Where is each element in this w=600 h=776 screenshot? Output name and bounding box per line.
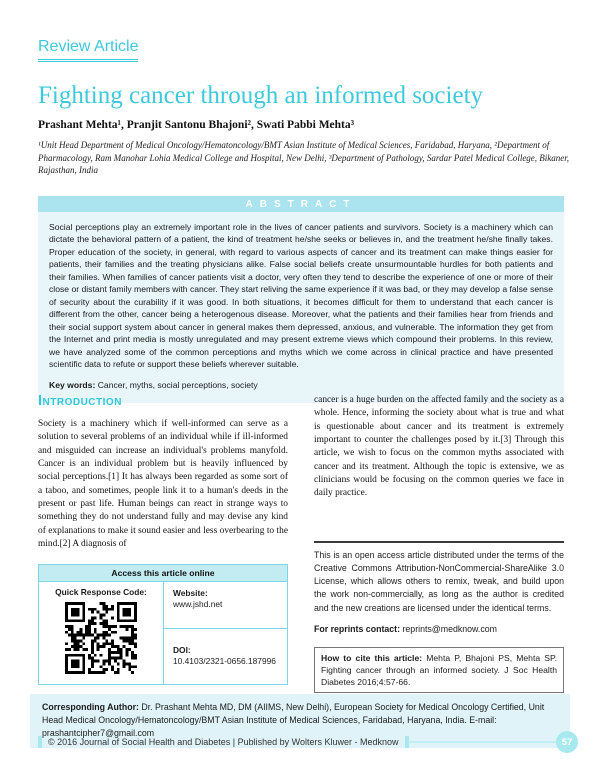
introduction-paragraph-left: Society is a machinery which if well-informed can serve as a solution to several problems of an individual while if ill-informed and misguided can increase an individual's problems manyfold. Cancer is an individual problem but is heavily influenced by social perceptions.[1] It has always been regarded as some sort of a taboo, and sometimes, people link it to a human's deeds in the present or past life. Human beings can react in strange ways to something they do not understand fully and may devise any kind of explanations to make it sound easier and less overbearing to the mind.[2] A diagnosis of: [38, 419, 288, 550]
citation-text: Mehta P, Bhajoni PS, Mehta SP. Fighting cancer through an informed society. J Soc Health Diabetes 2016;4:57-66.: [321, 652, 557, 687]
abstract-heading: ABSTRACT: [38, 196, 564, 212]
access-box-title: Access this article online: [39, 565, 287, 582]
keywords-line: [49, 379, 553, 391]
access-details-cell: [164, 582, 287, 684]
reprints-email: reprints@medknow.com: [400, 623, 497, 634]
affiliations: ¹Unit Head Department of Medical Oncology/Hematoncology/BMT Asian Institute of Medical Sciences, Faridabad, Haryana, ²Department of Pharmacology, Ram Manohar Lohia Medical College and Hospital, New Delhi, ³Department of Pathology, Sardar Patel Medical College, Bikaner, Rajasthan, India: [38, 140, 570, 176]
footer-accent-bar-left: [38, 736, 42, 748]
reprints-label: For reprints contact:: [314, 623, 401, 634]
two-column-body: [38, 393, 564, 693]
website-cell: [164, 582, 287, 629]
abstract-section: [38, 196, 564, 403]
website-value: www.jshd.net: [173, 599, 223, 610]
authors-line: Prashant Mehta¹, Pranjit Santonu Bhajoni², Swati Pabbi Mehta³: [38, 119, 355, 131]
doi-value: 10.4103/2321-0656.187996: [173, 656, 276, 667]
introduction-heading: Introduction: [38, 393, 122, 409]
qr-code-icon: [43, 602, 159, 676]
right-column: [314, 393, 564, 693]
open-access-note: This is an open access article distributed under the terms of the Creative Commons Attribution-NonCommercial-ShareAlike 3.0 License, which allows others to remix, tweak, and build upon the work non-commercially, as long as the author is credited and the new creations are licensed under the identical terms.: [314, 541, 564, 615]
corresponding-author-label: Corresponding Author:: [42, 702, 139, 712]
qr-code-label: Quick Response Code:: [55, 587, 147, 598]
article-title: Fighting cancer through an informed society: [38, 82, 484, 109]
citation-label: How to cite this article:: [321, 652, 423, 663]
keywords-label: Key words:: [49, 380, 96, 391]
doi-label: DOI:: [173, 645, 191, 656]
left-column: [38, 393, 288, 693]
abstract-body: [38, 212, 564, 403]
keywords-text: Cancer, myths, social perceptions, society: [95, 380, 258, 391]
citation-box: [314, 647, 564, 693]
website-label: Website:: [173, 588, 208, 599]
reprints-contact-line: [314, 624, 564, 634]
introduction-paragraph-right: cancer is a huge burden on the affected family and the society as a whole. Hence, informing the society about what is true and what is questionable about cancer and its treatment is extremely important to counter the challenges posed by it.[3] Through this article, we wish to focus on the common myths associated with cancer and its treatment. Although the topic is extensive, we as clinicians would be focusing on the common queries we face in daily practice.: [314, 395, 564, 499]
access-box-grid: [39, 582, 287, 684]
qr-code-cell: [39, 582, 164, 684]
page-number-badge: 57: [556, 731, 578, 753]
footer-rule: [409, 741, 557, 743]
access-article-box: [38, 564, 288, 685]
page-footer: [38, 731, 578, 753]
corresponding-author-text: Dr. Prashant Mehta MD, DM (AIIMS, New Delhi), European Society for Medical Oncology Certified, Unit Head Medical Oncology/Hematoncology/BMT Asian Institute of Medical Sciences, Faridabad, Haryana, India. E-mail: prashantcipher7@gmail.com: [42, 702, 545, 739]
article-type-label: Review Article: [38, 38, 138, 60]
abstract-text: Social perceptions play an extremely important role in the lives of cancer patients and survivors. Society is a machinery which can dictate the behavioral pattern of a patient, the kind of treatment he/she seeks or believes in, and the treatment he/she finally takes. Proper education of the society, in general, with regard to various aspects of cancer and its treatment can make things easier for patients, their families and the treating physicians alike. False social beliefs create unsurmountable hurdles for both patients and their families. When families of cancer patients visit a doctor, very often they tend to describe the experience of one or more of their close or distant family members with cancer. They start reliving the same experience if it was bad, or they may develop a false sense of security about the curability if it was good. In both situations, it becomes difficult for them to understand that each cancer is different from the other, cancer being a heterogenous disease. Moreover, what the patients and their families hear from friends and their social support system about cancer in general makes them depressed, anxious, and vulnerable. The information they get from the Internet and print media is mostly unregulated and may present extreme views which compound their problems. In this review, we have analyzed some of the common perceptions and myths which we come across in clinical practice and have presented scientific data to refute or support these beliefs wherever suitable.: [49, 222, 553, 369]
doi-cell: [164, 629, 287, 684]
copyright-text: © 2016 Journal of Social Health and Diabetes | Published by Wolters Kluwer - Medknow: [48, 737, 399, 747]
